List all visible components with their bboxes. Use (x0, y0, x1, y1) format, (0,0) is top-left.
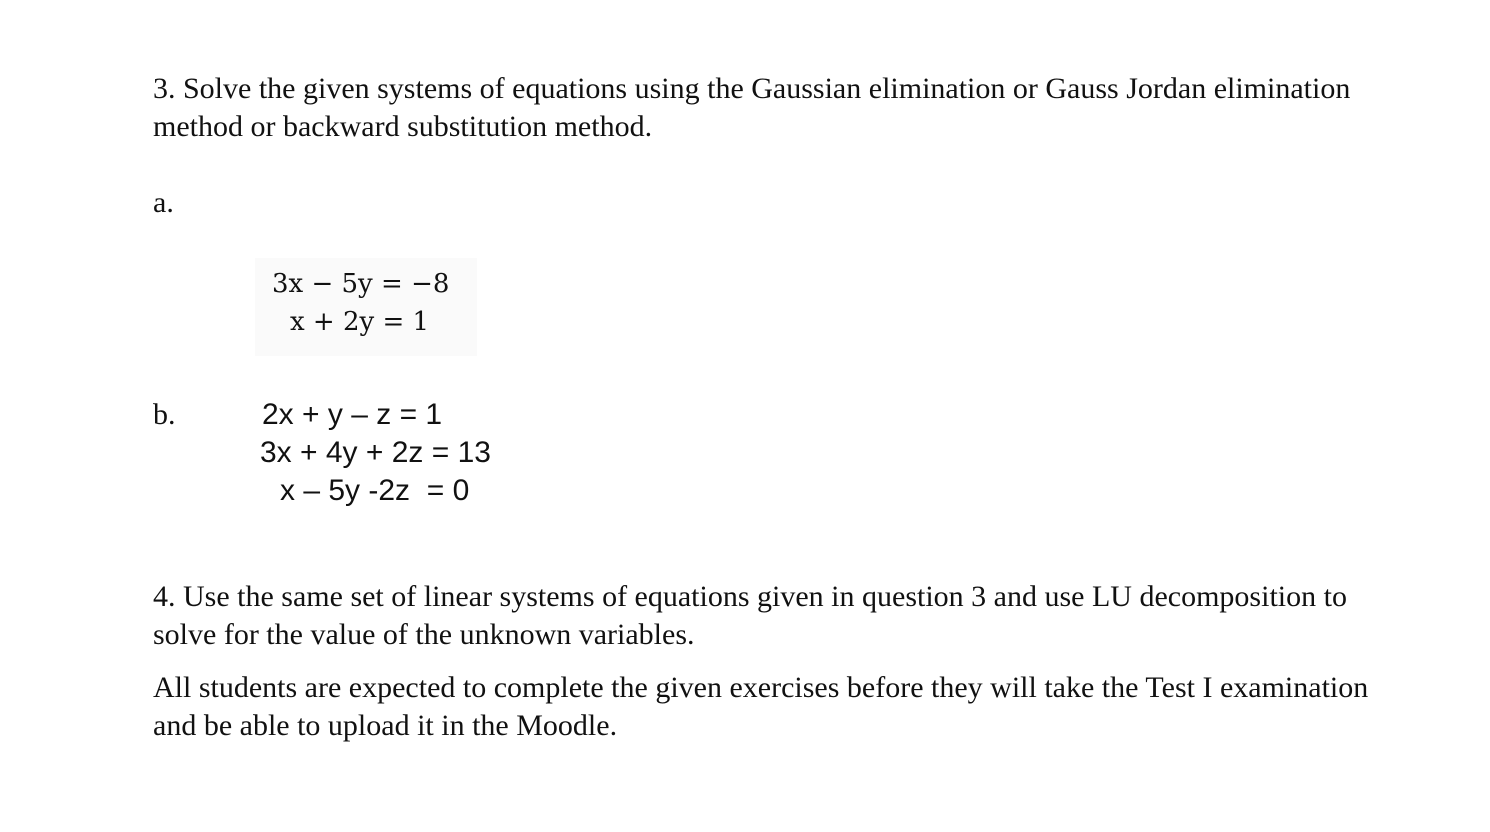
question-4-prompt: 4. Use the same set of linear systems of equations given in question 3 and use LU decomposition to solve for the value of the unknown variables. (153, 580, 1347, 651)
part-a-equation-1: 3x − 5y = −8 (272, 269, 450, 299)
part-a-label: a. (153, 186, 174, 219)
part-b-equation-3: x – 5y -2z = 0 (280, 474, 470, 507)
question-3-prompt: 3. Solve the given systems of equations using the Gaussian elimination or Gauss Jordan elimination method or backward substitution method. (153, 72, 1351, 143)
part-b-equation-1: 2x + y – z = 1 (262, 398, 443, 431)
part-b-equation-2: 3x + 4y + 2z = 13 (260, 436, 491, 469)
part-b-label: b. (153, 398, 176, 431)
part-a-equation-2: x + 2y = 1 (290, 307, 430, 337)
instructions-note: All students are expected to complete the given exercises before they will take the Test I examination and be able to upload it in the Moodle. (153, 671, 1369, 742)
